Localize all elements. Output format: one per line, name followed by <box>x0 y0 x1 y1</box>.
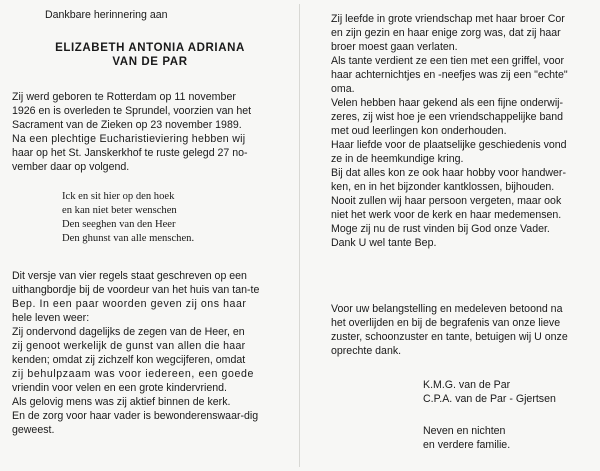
body-line: Haar liefde voor de plaatselijke geschiedenis vond <box>331 139 567 151</box>
deceased-name-last: VAN DE PAR <box>112 56 188 68</box>
bio-line: Zij werd geboren te Rotterdam op 11 november <box>12 91 237 103</box>
body-line: Nooit zullen wij haar persoon vergeten, maar ook <box>331 195 562 207</box>
body-line: uithangbordje bij de voordeur van het huis van tan-te <box>12 284 260 296</box>
poem-line: en kan niet beter wenschen <box>62 205 177 216</box>
family-line: en verdere familie. <box>423 439 511 451</box>
body-line: Zij leefde in grote vriendschap met haar broer Cor <box>331 13 565 25</box>
bio-paragraph <box>12 90 251 174</box>
body-line: vriendin voor velen en een grote kindervriend. <box>12 382 227 394</box>
intro-text: Dankbare herinnering aan <box>45 9 168 21</box>
body-paragraph <box>12 269 259 437</box>
bio-line: vember daar op volgend. <box>12 161 130 173</box>
body-line: broer moest gaan verlaten. <box>331 41 458 53</box>
body-line: niet het werk voor de kerk en haar medemensen. <box>331 209 562 221</box>
thanks-paragraph <box>331 302 568 358</box>
body-line: Zij ondervond dagelijks de zegen van de Heer, en <box>12 326 245 338</box>
body-line: en zijn gezin en haar enige zorg was, dat zij haar <box>331 27 561 39</box>
body-line: Dank U wel tante Bep. <box>331 237 437 249</box>
body-line: Velen hebben haar gekend als een fijne onderwij- <box>331 97 564 109</box>
body-line: Als gelovig mens was zij aktief binnen de kerk. <box>12 396 231 408</box>
body-line: zeres, zij wist hoe je een vriendschappelijke band <box>331 111 564 123</box>
deceased-name-first: ELIZABETH ANTONIA ADRIANA <box>55 42 245 54</box>
thanks-line: zuster, schoonzuster en tante, betuigen wij U onze <box>331 331 568 343</box>
body-line: met oud leerlingen kon onderhouden. <box>331 125 507 137</box>
body-line: Als tante verdient ze een tien met een griffel, voor <box>331 55 565 67</box>
body-line: En de zorg voor haar vader is bewonderenswaar-dig <box>12 410 259 422</box>
family-line: Neven en nichten <box>423 425 506 437</box>
poem-line: Den seeghen van den Heer <box>62 219 176 230</box>
bio-line: 1926 en is overleden te Sprundel, voorzien van het <box>12 105 252 117</box>
thanks-line: oprechte dank. <box>331 345 402 357</box>
body-line: oma. <box>331 83 355 95</box>
body-line: zij behulpzaam was voor iedereen, een goede <box>12 368 254 380</box>
body-line: Dit versje van vier regels staat geschreven op een <box>12 270 247 282</box>
bio-line: haar op het St. Janskerkhof te ruste gelegd 27 no- <box>12 147 248 159</box>
body-line: Bij dat alles kon ze ook haar hobby voor handwer- <box>331 167 566 179</box>
bio-line: Na een plechtige Eucharistieviering hebben wij <box>12 133 246 145</box>
body-line: ken, en in het bijzonder kantklossen, bijhouden. <box>331 181 555 193</box>
thanks-line: het overlijden en bij de begrafenis van onze lieve <box>331 317 561 329</box>
poem-line: Den ghunst van alle menschen. <box>62 233 195 244</box>
signature-line: C.P.A. van de Par - Gjertsen <box>423 393 556 405</box>
signatures <box>423 378 556 406</box>
poem <box>62 190 194 246</box>
family-closing <box>423 424 510 452</box>
signature-line: K.M.G. van de Par <box>423 379 511 391</box>
bio-line: Sacrament van de Zieken op 23 november 1989. <box>12 119 242 131</box>
body-line: Moge zij nu de rust vinden bij God onze Vader. <box>331 223 550 235</box>
body-paragraph-right <box>331 12 568 250</box>
body-line: geweest. <box>12 424 55 436</box>
body-line: haar achternichtjes en -neefjes was zij een "echte" <box>331 69 568 81</box>
body-line: hele leven weer: <box>12 312 90 324</box>
body-line: ze in de heemkundige kring. <box>331 153 464 165</box>
poem-line: Ick en sit hier op den hoek <box>62 191 175 202</box>
body-line: Bep. In een paar woorden geven zij ons haar <box>12 298 247 310</box>
thanks-line: Voor uw belangstelling en medeleven betoond na <box>331 303 563 315</box>
body-line: zij genoot werkelijk de gunst van allen die haar <box>12 340 246 352</box>
body-line: kenden; omdat zij zichzelf kon wegcijferen, omdat <box>12 354 246 366</box>
page-fold <box>299 4 300 467</box>
right-page <box>301 0 600 471</box>
